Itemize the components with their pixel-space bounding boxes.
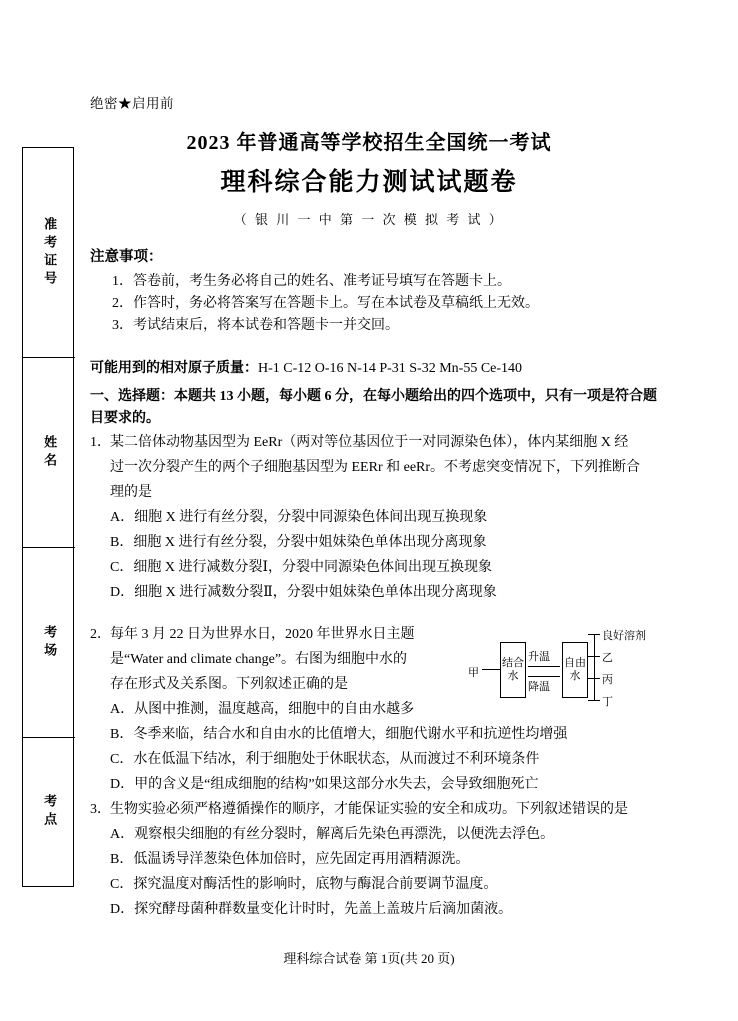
- question-1-body: [110, 430, 670, 605]
- notice-item: 3．考试结束后，将本试卷和答题卡一并交回。: [112, 318, 399, 333]
- notice-item: 1．答卷前，考生务必将自己的姓名、准考证号填写在答题卡上。: [112, 274, 511, 289]
- question-3-body: [110, 797, 670, 922]
- question-2-option-b: B．冬季来临，结合水和自由水的比值增大，细胞代谢水平和抗逆性均增强: [110, 727, 568, 742]
- diagram-label-warming: 升温: [528, 651, 550, 663]
- question-3: [90, 797, 670, 922]
- side-label-name: 姓名: [42, 434, 58, 471]
- candidate-info-box: [22, 147, 74, 887]
- diagram-arrow-line: [528, 676, 560, 677]
- question-3-option-b: B．低温诱导洋葱染色体加倍时，应先固定再用酒精源洗。: [110, 852, 470, 867]
- side-label-site: 考点: [42, 794, 58, 830]
- question-1-option-d: D．细胞 X 进行减数分裂Ⅱ，分裂中姐妹染色单体出现分离现象: [110, 585, 497, 600]
- question-2-option-a: A．从图中推测，温度越高，细胞中的自由水越多: [110, 702, 415, 717]
- question-1: [90, 430, 670, 605]
- section-heading: 一、选择题：本题共 13 小题，每小题 6 分，在每小题给出的四个选项中，只有一项是符合题目要求的。: [90, 389, 657, 426]
- page-title-line1: 2023 年普通高等学校招生全国统一考试: [186, 132, 552, 154]
- side-segment-name: [23, 358, 75, 548]
- question-1-option-c: C．细胞 X 进行减数分裂Ⅰ，分裂中同源染色体间出现互换现象: [110, 560, 492, 575]
- question-1-stem-line: 过一次分裂产生的两个子细胞基因型为 EERr 和 eeRr。不考虑突变情况下，下列推断合: [110, 460, 641, 475]
- question-3-option-c: C．探究温度对酶活性的影响时，底物与酶混合前要调节温度。: [110, 877, 498, 892]
- notice-item: 2．作答时，务必将答案写在答题卡上。写在本试卷及草稿纸上无效。: [112, 296, 539, 311]
- diagram-box-bound-water: [500, 642, 526, 698]
- diagram-box-bound-water-text: 结合水: [502, 657, 524, 682]
- question-2-stem-line: 存在形式及关系图。下列叙述正确的是: [110, 677, 348, 692]
- diagram-connector: [482, 669, 500, 670]
- question-2-diagram: [468, 626, 678, 714]
- secret-mark: 绝密★启用前: [90, 96, 174, 111]
- page-subtitle: （ 银 川 一 中 第 一 次 模 拟 考 试 ）: [233, 212, 505, 227]
- side-label-room: 考场: [42, 624, 58, 661]
- diagram-box-free-water-text: 自由水: [564, 657, 586, 682]
- diagram-label-cooling: 降温: [528, 681, 550, 693]
- side-label-exam-number: 准考证号: [42, 216, 58, 289]
- atomic-masses-values: H-1 C-12 O-16 N-14 P-31 S-32 Mn-55 Ce-140: [258, 361, 523, 376]
- diagram-output-2: 乙: [602, 652, 613, 664]
- page-title-line2: 理科综合能力测试试题卷: [220, 169, 518, 196]
- diagram-arrow-line: [528, 666, 560, 667]
- notices-list: [112, 271, 672, 337]
- question-1-stem-line: 理的是: [110, 485, 152, 500]
- question-3-stem-line: 生物实验必须严格遵循操作的顺序，才能保证实验的安全和成功。下列叙述错误的是: [110, 802, 628, 817]
- atomic-masses-label: 可能用到的相对原子质量：: [90, 361, 258, 376]
- page-footer: 理科综合试卷 第 1页(共 20 页): [283, 951, 455, 966]
- atomic-masses: [90, 357, 522, 377]
- question-3-option-a: A．观察根尖细胞的有丝分裂时，解离后先染色再漂洗，以便洗去浮色。: [110, 827, 555, 842]
- question-2-stem-line: 是“Water and climate change”。右图为细胞中水的: [110, 652, 408, 667]
- question-1-number: 1．: [90, 435, 111, 450]
- question-3-number: 3．: [90, 802, 111, 817]
- question-1-option-b: B．细胞 X 进行有丝分裂，分裂中姐妹染色单体出现分离现象: [110, 535, 487, 550]
- side-segment-room: [23, 548, 75, 738]
- question-2-option-c: C．水在低温下结冰，利于细胞处于休眠状态，从而渡过不利环境条件: [110, 752, 540, 767]
- diagram-label-jia: 甲: [468, 667, 479, 679]
- question-3-option-d: D．探究酵母菌种群数量变化计时时，先盖上盖玻片后滴加菌液。: [110, 902, 513, 917]
- question-2-option-d: D．甲的含义是“组成细胞的结构”如果这部分水失去，会导致细胞死亡: [110, 777, 539, 792]
- diagram-output-4: 丁: [602, 696, 613, 708]
- question-1-option-a: A．细胞 X 进行有丝分裂，分裂中同源染色体间出现互换现象: [110, 510, 488, 525]
- diagram-output-1: 良好溶剂: [602, 630, 646, 642]
- question-2-number: 2．: [90, 627, 111, 642]
- diagram-box-free-water: [562, 642, 588, 698]
- side-segment-site: [23, 738, 75, 886]
- diagram-branch-spine: [594, 634, 595, 701]
- question-2-stem-line: 每年 3 月 22 日为世界水日，2020 年世界水日主题: [110, 627, 415, 642]
- notices-heading: 注意事项：: [90, 249, 163, 265]
- question-1-stem-line: 某二倍体动物基因型为 EeRr（两对等位基因位于一对同源染色体），体内某细胞 X 经: [110, 435, 629, 450]
- diagram-output-3: 丙: [602, 674, 613, 686]
